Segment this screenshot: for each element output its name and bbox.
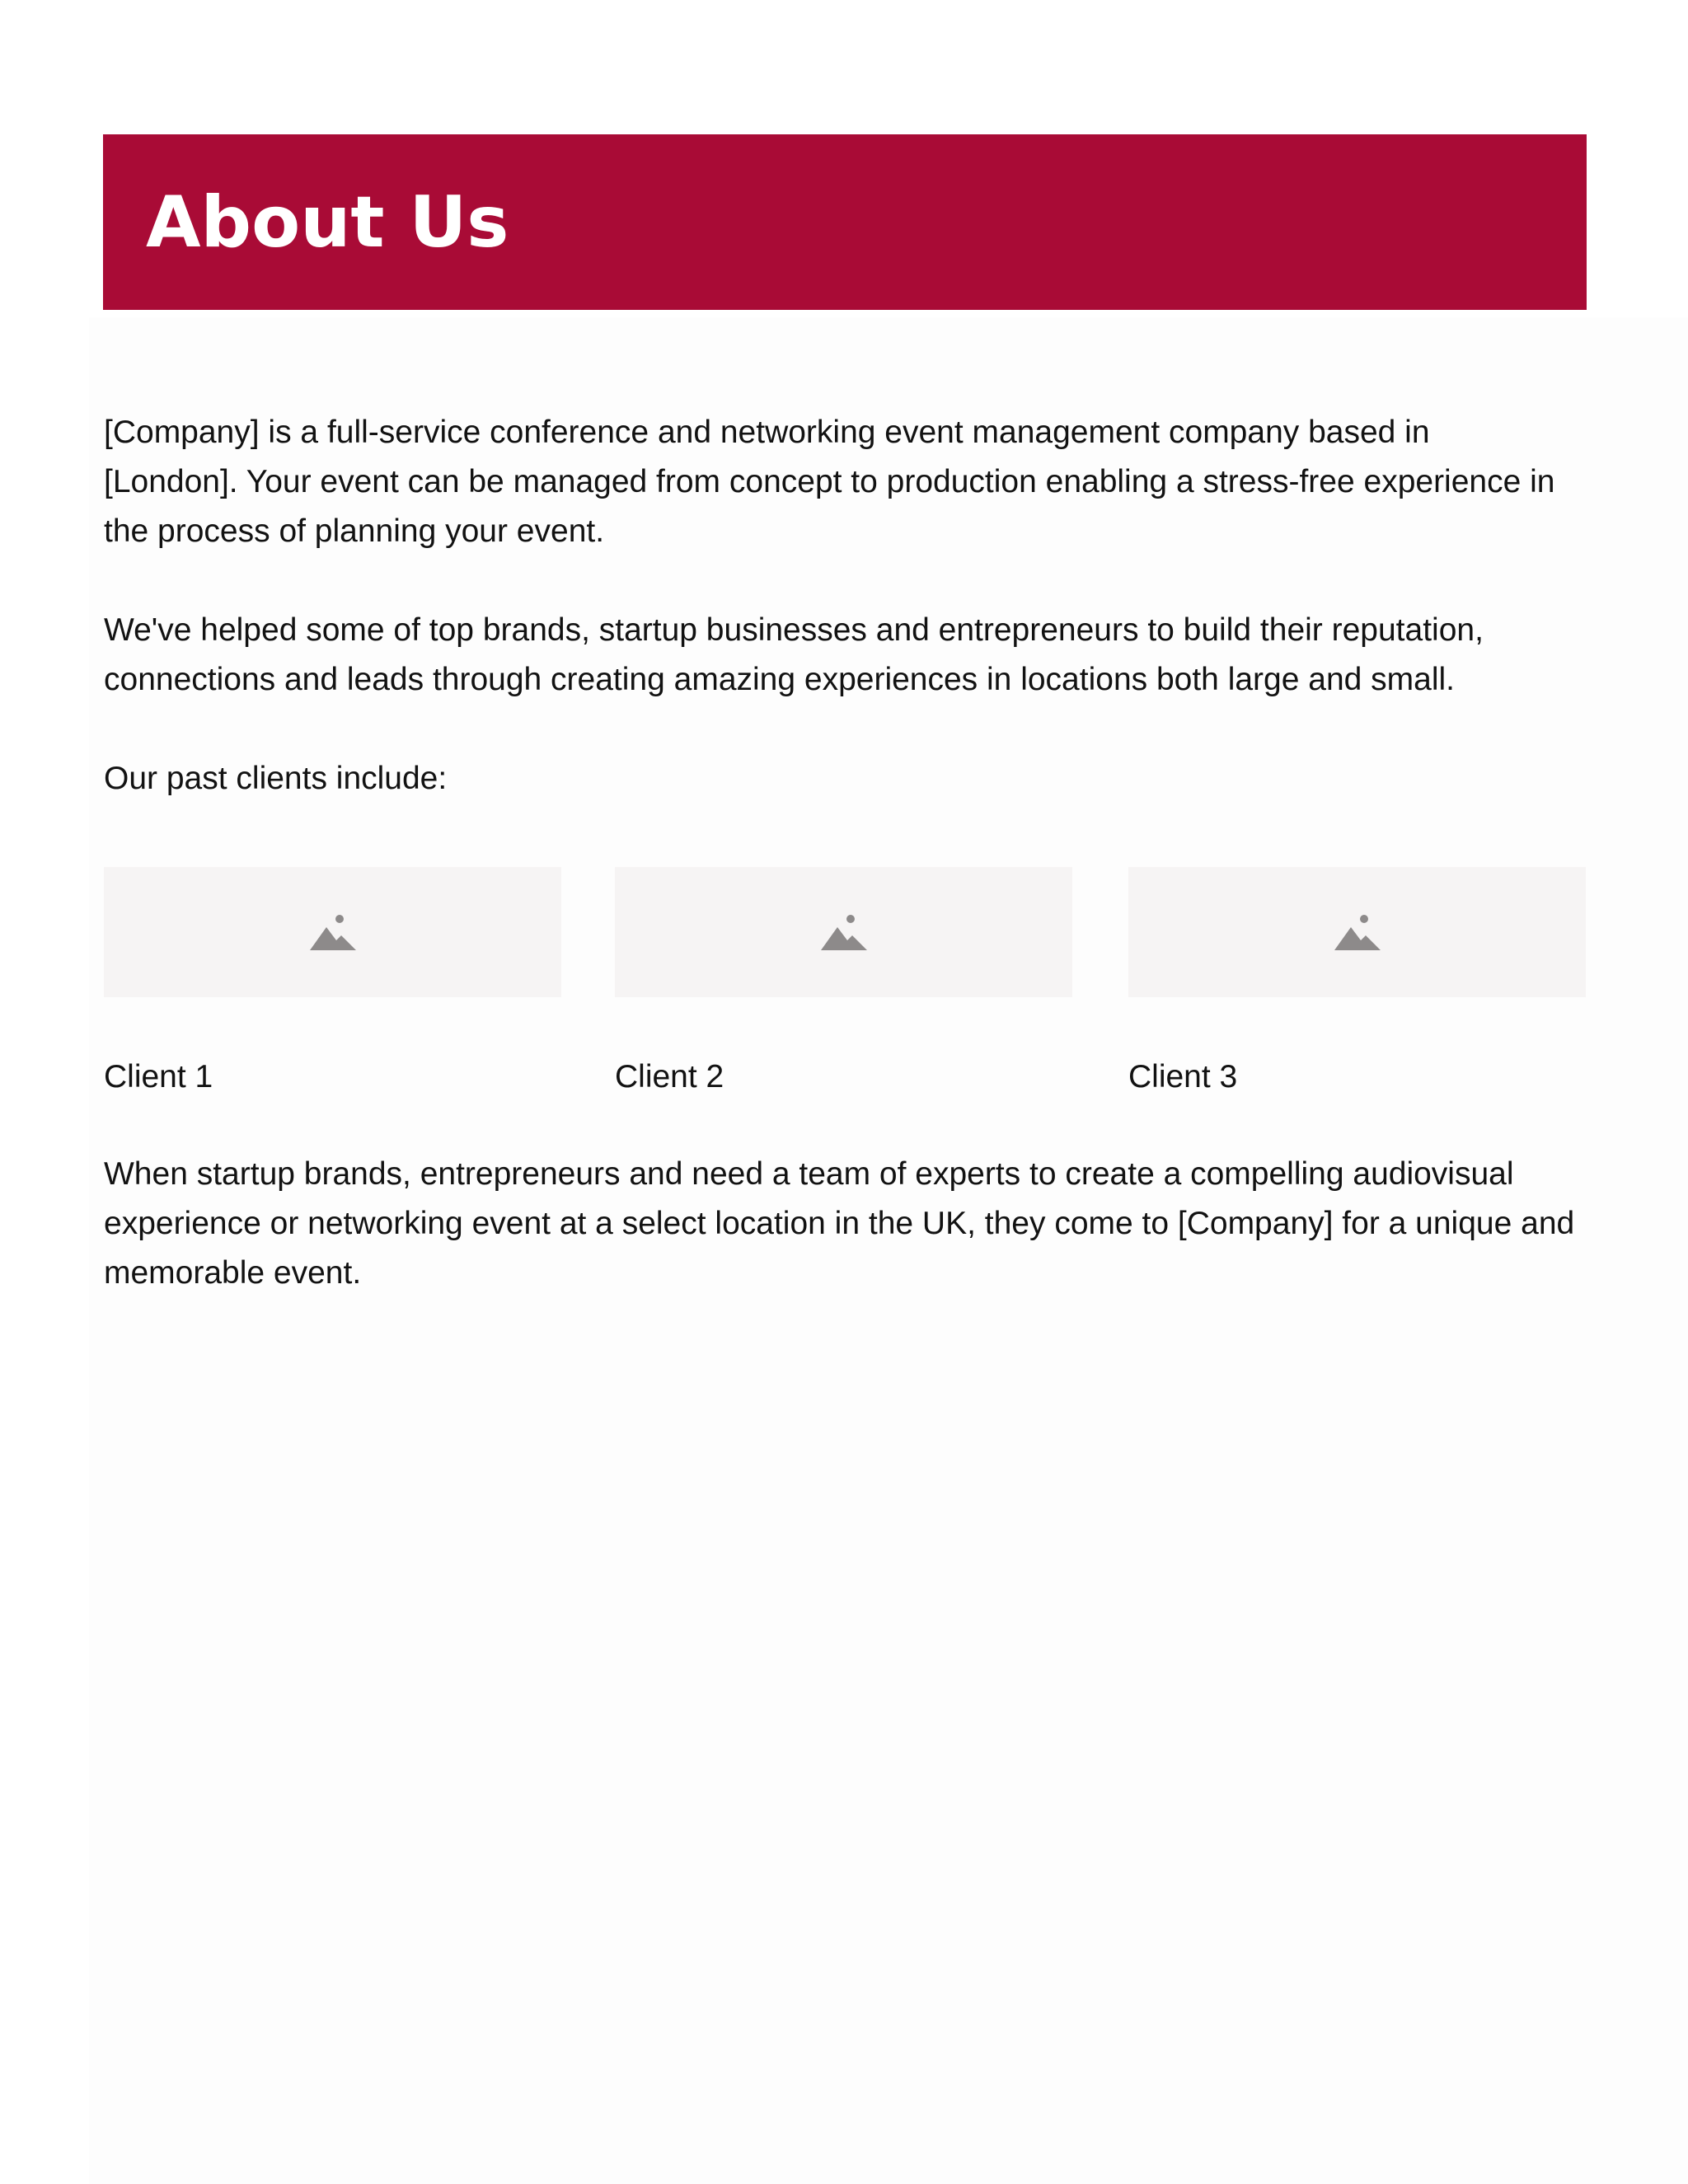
clients-intro-paragraph: Our past clients include: (104, 761, 448, 796)
client-image-placeholder (615, 867, 1072, 997)
client-name: Client 1 (104, 1059, 213, 1094)
client-card (104, 867, 561, 1094)
client-card (1128, 867, 1586, 1094)
image-placeholder-icon (821, 914, 867, 950)
image-placeholder-icon (310, 914, 356, 950)
client-image-placeholder (104, 867, 561, 997)
image-placeholder-icon (1334, 914, 1381, 950)
client-card (615, 867, 1072, 1094)
intro-section (104, 408, 1579, 804)
client-name: Client 3 (1128, 1059, 1238, 1094)
client-name: Client 2 (615, 1059, 724, 1094)
intro-paragraph: [Company] is a full-service conference and networking event management company based in [London]. Your event can be managed from concept to production enabling a stress-free experience in the process of planning your event. (104, 415, 1555, 549)
client-image-placeholder (1128, 867, 1586, 997)
closing-paragraph: When startup brands, entrepreneurs and need a team of experts to create a compelling audiovisual experience or networking event at a select location in the UK, they come to [Company] for a unique and memorable event. (104, 1156, 1575, 1291)
page-title: About Us (146, 180, 509, 264)
client-gallery (104, 867, 1587, 1098)
closing-section (104, 1150, 1579, 1298)
about-us-banner (103, 134, 1587, 310)
helped-paragraph: We've helped some of top brands, startup businesses and entrepreneurs to build their reputation, connections and leads through creating amazing experiences in locations both large and small. (104, 612, 1484, 697)
